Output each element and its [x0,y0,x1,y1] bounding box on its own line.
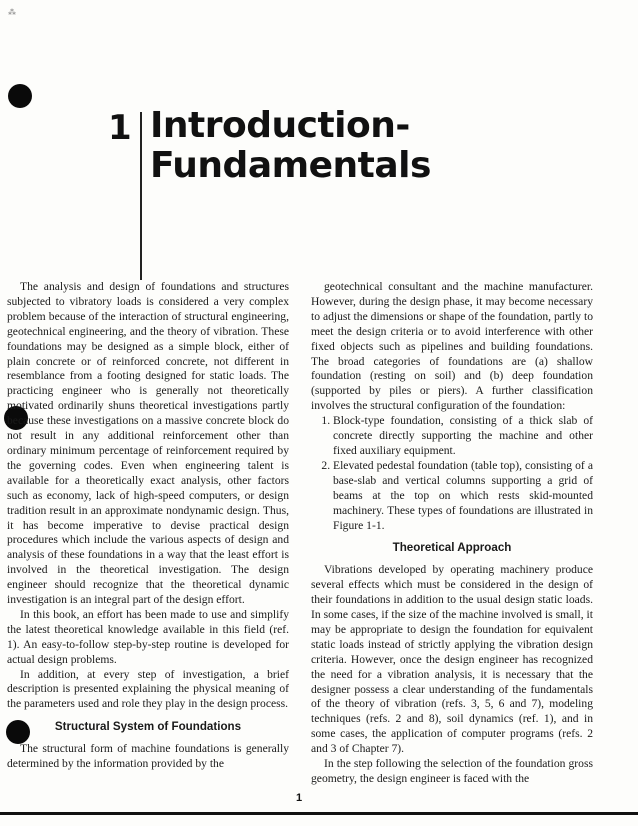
left-paragraph-1: The analysis and design of foundations and structures subjected to vibratory loads is considered a very complex problem because of the interaction of structural engineering, geotechnical engineering, and the theory of vibration. These foundations may be designed as a simple block, either of plain concrete or of reinforced concrete, not different in resemblance from a footing designed for static loads. The practicing engineer who is generally not theoretically motivated ordinarily shuns theoretical investigations partly because these investigations on a massive concrete block do not result in any additional reinforcement other than ordinary minimum percentage of reinforcement required by the governing codes. Even when engineering talent is available for a theoretically exact analysis, other factors such as economy, lack of high-speed computers, or design tradition result in an approximate nondynamic design. Thus, it has become imperative to devise practical design procedures which include the various aspects of design and analysis of these foundations in a way that the least effort is involved in the theoretical investigation. The design engineer should recognize that the theoretical dynamic investigation is an integral part of the design effort. [7,280,289,607]
margin-mark: ⁂ [8,8,16,17]
right-column [311,280,593,787]
chapter-title-line-1: Introduction- [150,105,410,146]
list-item: 2. Elevated pedestal foundation (table top), consisting of a base-slab and vertical columns supporting a grid of beams at the top on which rests skid-mounted machinery. These types of foundations are illustrated in Figure 1-1. [333,459,593,534]
chapter-title-line-2: Fundamentals [150,145,431,186]
right-paragraph-1: geotechnical consultant and the machine manufacturer. However, during the design phase, it may become necessary to adjust the dimensions or shape of the foundation, partly to meet the design criteria or to avoid interference with other fixed objects such as pipelines and building foundations. The broad categories of foundations are (a) shallow foundation (resting on soil) and (b) deep foundation (supported by piles or piers). A further classification involves the structural configuration of the foundation: [311,280,593,413]
section-heading-theoretical-approach: Theoretical Approach [392,541,512,555]
left-paragraph-3: In addition, at every step of investigation, a brief description is presented explaining the physical meaning of the parameters used and role they play in the design process. [7,667,289,711]
bottom-rule [0,812,638,815]
right-paragraph-3: In the step following the selection of the foundation gross geometry, the design engineer is faced with the [311,757,593,785]
left-column [7,280,289,772]
page-number: 1 [296,792,303,804]
left-paragraph-2: In this book, an effort has been made to use and simplify the latest theoretical knowledge available in this field (ref. 1). An easy-to-follow step-by-step routine is developed for actual design problems. [7,607,289,666]
left-paragraph-4: The structural form of machine foundations is generally determined by the information provided by the [7,742,289,771]
punch-hole-top [8,84,32,108]
list-item: 1. Block-type foundation, consisting of a thick slab of concrete directly supporting the machine and other fixed auxiliary equipment. [333,414,593,459]
chapter-divider-rule [140,112,142,280]
foundation-types-list [311,414,593,533]
chapter-title [150,106,431,186]
right-paragraph-2: Vibrations developed by operating machinery produce several effects which must be considered in the design of their foundations in addition to the usual design static loads. In some cases, if the size of the machine involved is small, it may be appropriate to design the foundation for equivalent static loads instead of strictly applying the vibration design criteria. However, once the design engineer has recognized the need for a vibration analysis, it is necessary that the designer possess a clear understanding of the fundamentals of the theory of vibration (refs. 3, 5, 6 and 7), modeling techniques (refs. 2 and 8), soil dynamics (ref. 1), and in some cases, the application of computer programs (refs. 2 and 3 of Chapter 7). [311,563,593,756]
section-heading-structural-system: Structural System of Foundations [54,720,242,734]
chapter-number: 1 [108,108,131,148]
